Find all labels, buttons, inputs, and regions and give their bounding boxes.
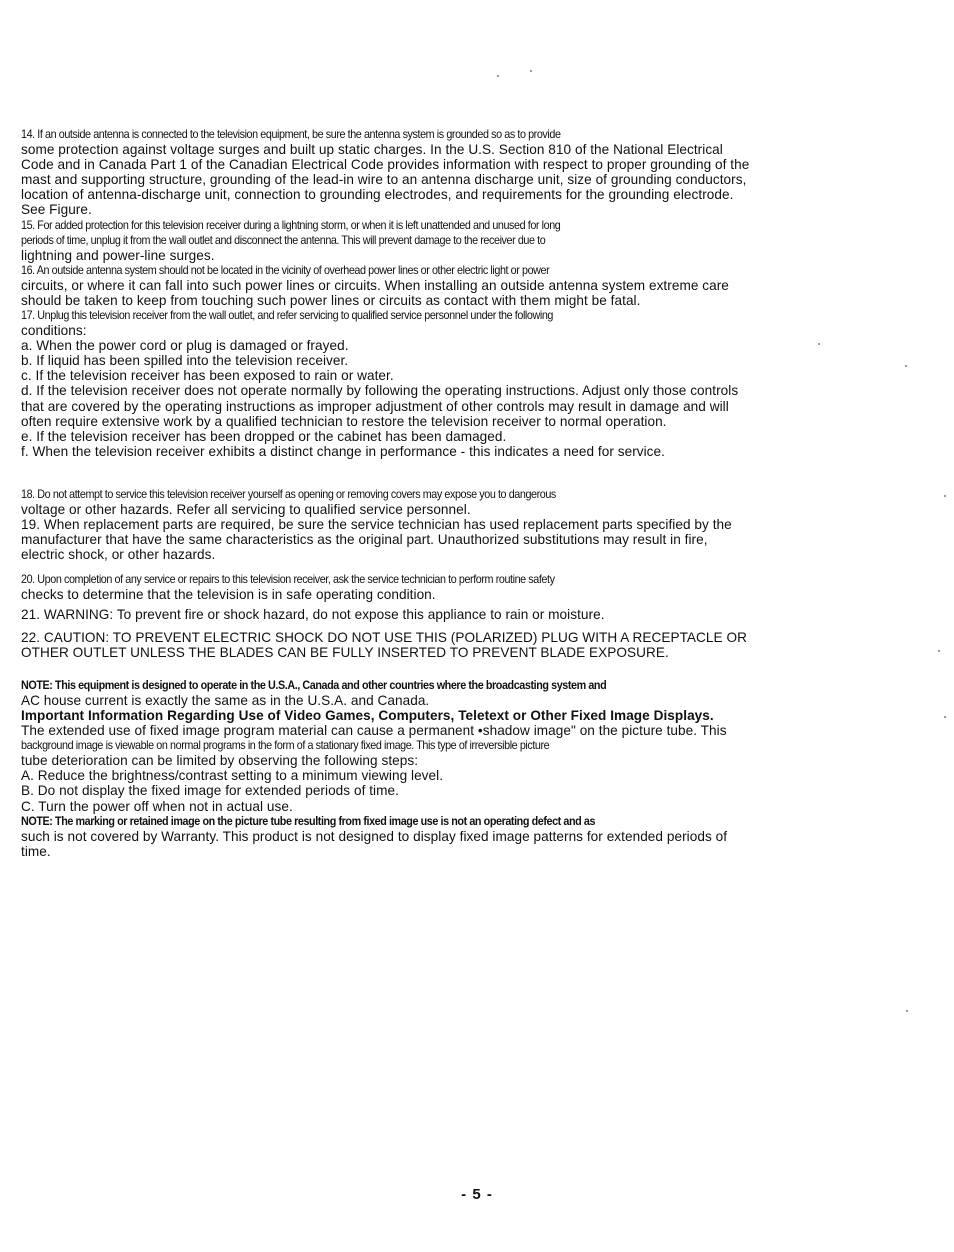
fixed-image-step-c: C. Turn the power off when not in actual use. bbox=[21, 798, 293, 814]
page-number: - 5 - bbox=[461, 1186, 493, 1203]
item-18-lead: 18. Do not attempt to service this television receiver yourself as opening or removing covers may expose you to dangerous bbox=[21, 488, 556, 501]
item-16-line: circuits, or where it can fall into such power lines or circuits. When installing an outside antenna system extreme care bbox=[21, 278, 729, 294]
item-17-condition-c: c. If the television receiver has been exposed to rain or water. bbox=[21, 368, 394, 384]
fixed-image-heading: Important Information Regarding Use of Video Games, Computers, Teletext or Other Fixed Image Displays. bbox=[21, 708, 714, 723]
fixed-image-line: tube deterioration can be limited by observing the following steps: bbox=[21, 753, 419, 769]
scan-speck bbox=[530, 70, 532, 72]
note-warranty-lead: NOTE: The marking or retained image on the picture tube resulting from fixed image use is not an operating defect and as bbox=[21, 815, 596, 828]
item-21 bbox=[21, 607, 821, 622]
item-14-line: Code and in Canada Part 1 of the Canadian Electrical Code provides information with respect to proper grounding of the bbox=[21, 157, 750, 173]
item-20 bbox=[21, 572, 821, 602]
item-20-lead: 20. Upon completion of any service or repairs to this television receiver, ask the service technician to perform routine safety bbox=[21, 573, 555, 586]
note-equipment-lead: NOTE: This equipment is designed to operate in the U.S.A., Canada and other countries where the broadcasting system and bbox=[21, 679, 607, 692]
item-15-line: lightning and power-line surges. bbox=[21, 248, 215, 264]
scan-speck bbox=[497, 75, 499, 77]
item-19-line: 19. When replacement parts are required, be sure the service technician has used replacement parts specified by the bbox=[21, 517, 732, 532]
item-18 bbox=[21, 487, 821, 517]
item-22-line: OTHER OUTLET UNLESS THE BLADES CAN BE FULLY INSERTED TO PREVENT BLADE EXPOSURE. bbox=[21, 645, 669, 661]
fixed-image-step-b: B. Do not display the fixed image for extended periods of time. bbox=[21, 783, 399, 799]
item-17-condition-f: f. When the television receiver exhibits a distinct change in performance - this indicates a need for service. bbox=[21, 443, 665, 459]
item-17-line: conditions: bbox=[21, 323, 87, 339]
item-17 bbox=[21, 308, 821, 459]
scan-speck bbox=[905, 365, 907, 367]
item-21-warning: 21. WARNING: To prevent fire or shock hazard, do not expose this appliance to rain or moisture. bbox=[21, 607, 605, 622]
item-16 bbox=[21, 263, 821, 308]
item-19 bbox=[21, 517, 821, 562]
item-17-condition-d-cont: often require extensive work by a qualified technician to restore the television receiver to normal operation. bbox=[21, 413, 667, 429]
item-15 bbox=[21, 218, 821, 263]
item-16-line: should be taken to keep from touching such power lines or circuits as contact with them might be fatal. bbox=[21, 293, 641, 309]
item-17-condition-b: b. If liquid has been spilled into the television receiver. bbox=[21, 353, 349, 369]
item-17-condition-d-cont: that are covered by the operating instructions as improper adjustment of other controls may result in damage and will bbox=[21, 398, 729, 414]
scan-speck bbox=[906, 1010, 908, 1012]
item-14-line: location of antenna-discharge unit, connection to grounding electrodes, and requirements for the grounding electrode. bbox=[21, 187, 734, 203]
item-17-condition-a: a. When the power cord or plug is damaged or frayed. bbox=[21, 338, 349, 354]
item-20-line: checks to determine that the television is in safe operating condition. bbox=[21, 587, 436, 603]
item-17-lead: 17. Unplug this television receiver from the wall outlet, and refer servicing to qualified service personnel under the following bbox=[21, 309, 553, 322]
fixed-image-line: background image is viewable on normal programs in the form of a stationary fixed image. This type of irreversible picture bbox=[21, 739, 550, 753]
item-15-lead: 15. For added protection for this television receiver during a lightning storm, or when it is left unattended and unused for long bbox=[21, 219, 561, 232]
item-15-lead-2: periods of time, unplug it from the wall outlet and disconnect the antenna. This will prevent damage to the receiver due to bbox=[21, 234, 546, 248]
scan-speck bbox=[938, 650, 940, 652]
item-22 bbox=[21, 630, 821, 660]
note-equipment-line: AC house current is exactly the same as in the U.S.A. and Canada. bbox=[21, 693, 430, 709]
item-17-condition-e: e. If the television receiver has been dropped or the cabinet has been damaged. bbox=[21, 428, 507, 444]
item-18-line: voltage or other hazards. Refer all servicing to qualified service personnel. bbox=[21, 502, 471, 518]
note-warranty-line: such is not covered by Warranty. This product is not designed to display fixed image patterns for extended periods of bbox=[21, 829, 728, 845]
item-19-line: electric shock, or other hazards. bbox=[21, 547, 216, 563]
item-14-lead: 14. If an outside antenna is connected to the television equipment, be sure the antenna system is grounded so as to provide bbox=[21, 128, 561, 141]
scan-speck bbox=[944, 716, 946, 718]
note-equipment bbox=[21, 678, 821, 708]
scan-speck bbox=[818, 343, 820, 345]
fixed-image-step-a: A. Reduce the brightness/contrast setting to a minimum viewing level. bbox=[21, 768, 444, 784]
item-14-line: See Figure. bbox=[21, 202, 92, 218]
item-17-condition-d: d. If the television receiver does not operate normally by following the operating instructions. Adjust only those controls bbox=[21, 383, 739, 399]
scan-speck bbox=[944, 495, 946, 497]
item-14-line: mast and supporting structure, grounding of the lead-in wire to an antenna discharge unit, size of grounding conductors, bbox=[21, 172, 747, 188]
fixed-image-section bbox=[21, 708, 821, 814]
fixed-image-line: The extended use of fixed image program material can cause a permanent •shadow image" on the picture tube. This bbox=[21, 723, 727, 739]
item-22-caution: 22. CAUTION: TO PREVENT ELECTRIC SHOCK DO NOT USE THIS (POLARIZED) PLUG WITH A RECEPTACLE OR bbox=[21, 630, 747, 645]
note-warranty bbox=[21, 814, 821, 859]
note-warranty-line: time. bbox=[21, 844, 51, 860]
item-19-line: manufacturer that have the same characteristics as the original part. Unauthorized substitutions may result in fire, bbox=[21, 532, 708, 548]
item-16-lead: 16. An outside antenna system should not be located in the vicinity of overhead power lines or other electric light or power bbox=[21, 264, 550, 277]
item-14 bbox=[21, 127, 821, 218]
item-14-line: some protection against voltage surges and built up static charges. In the U.S. Section 810 of the National Electrical bbox=[21, 142, 723, 158]
